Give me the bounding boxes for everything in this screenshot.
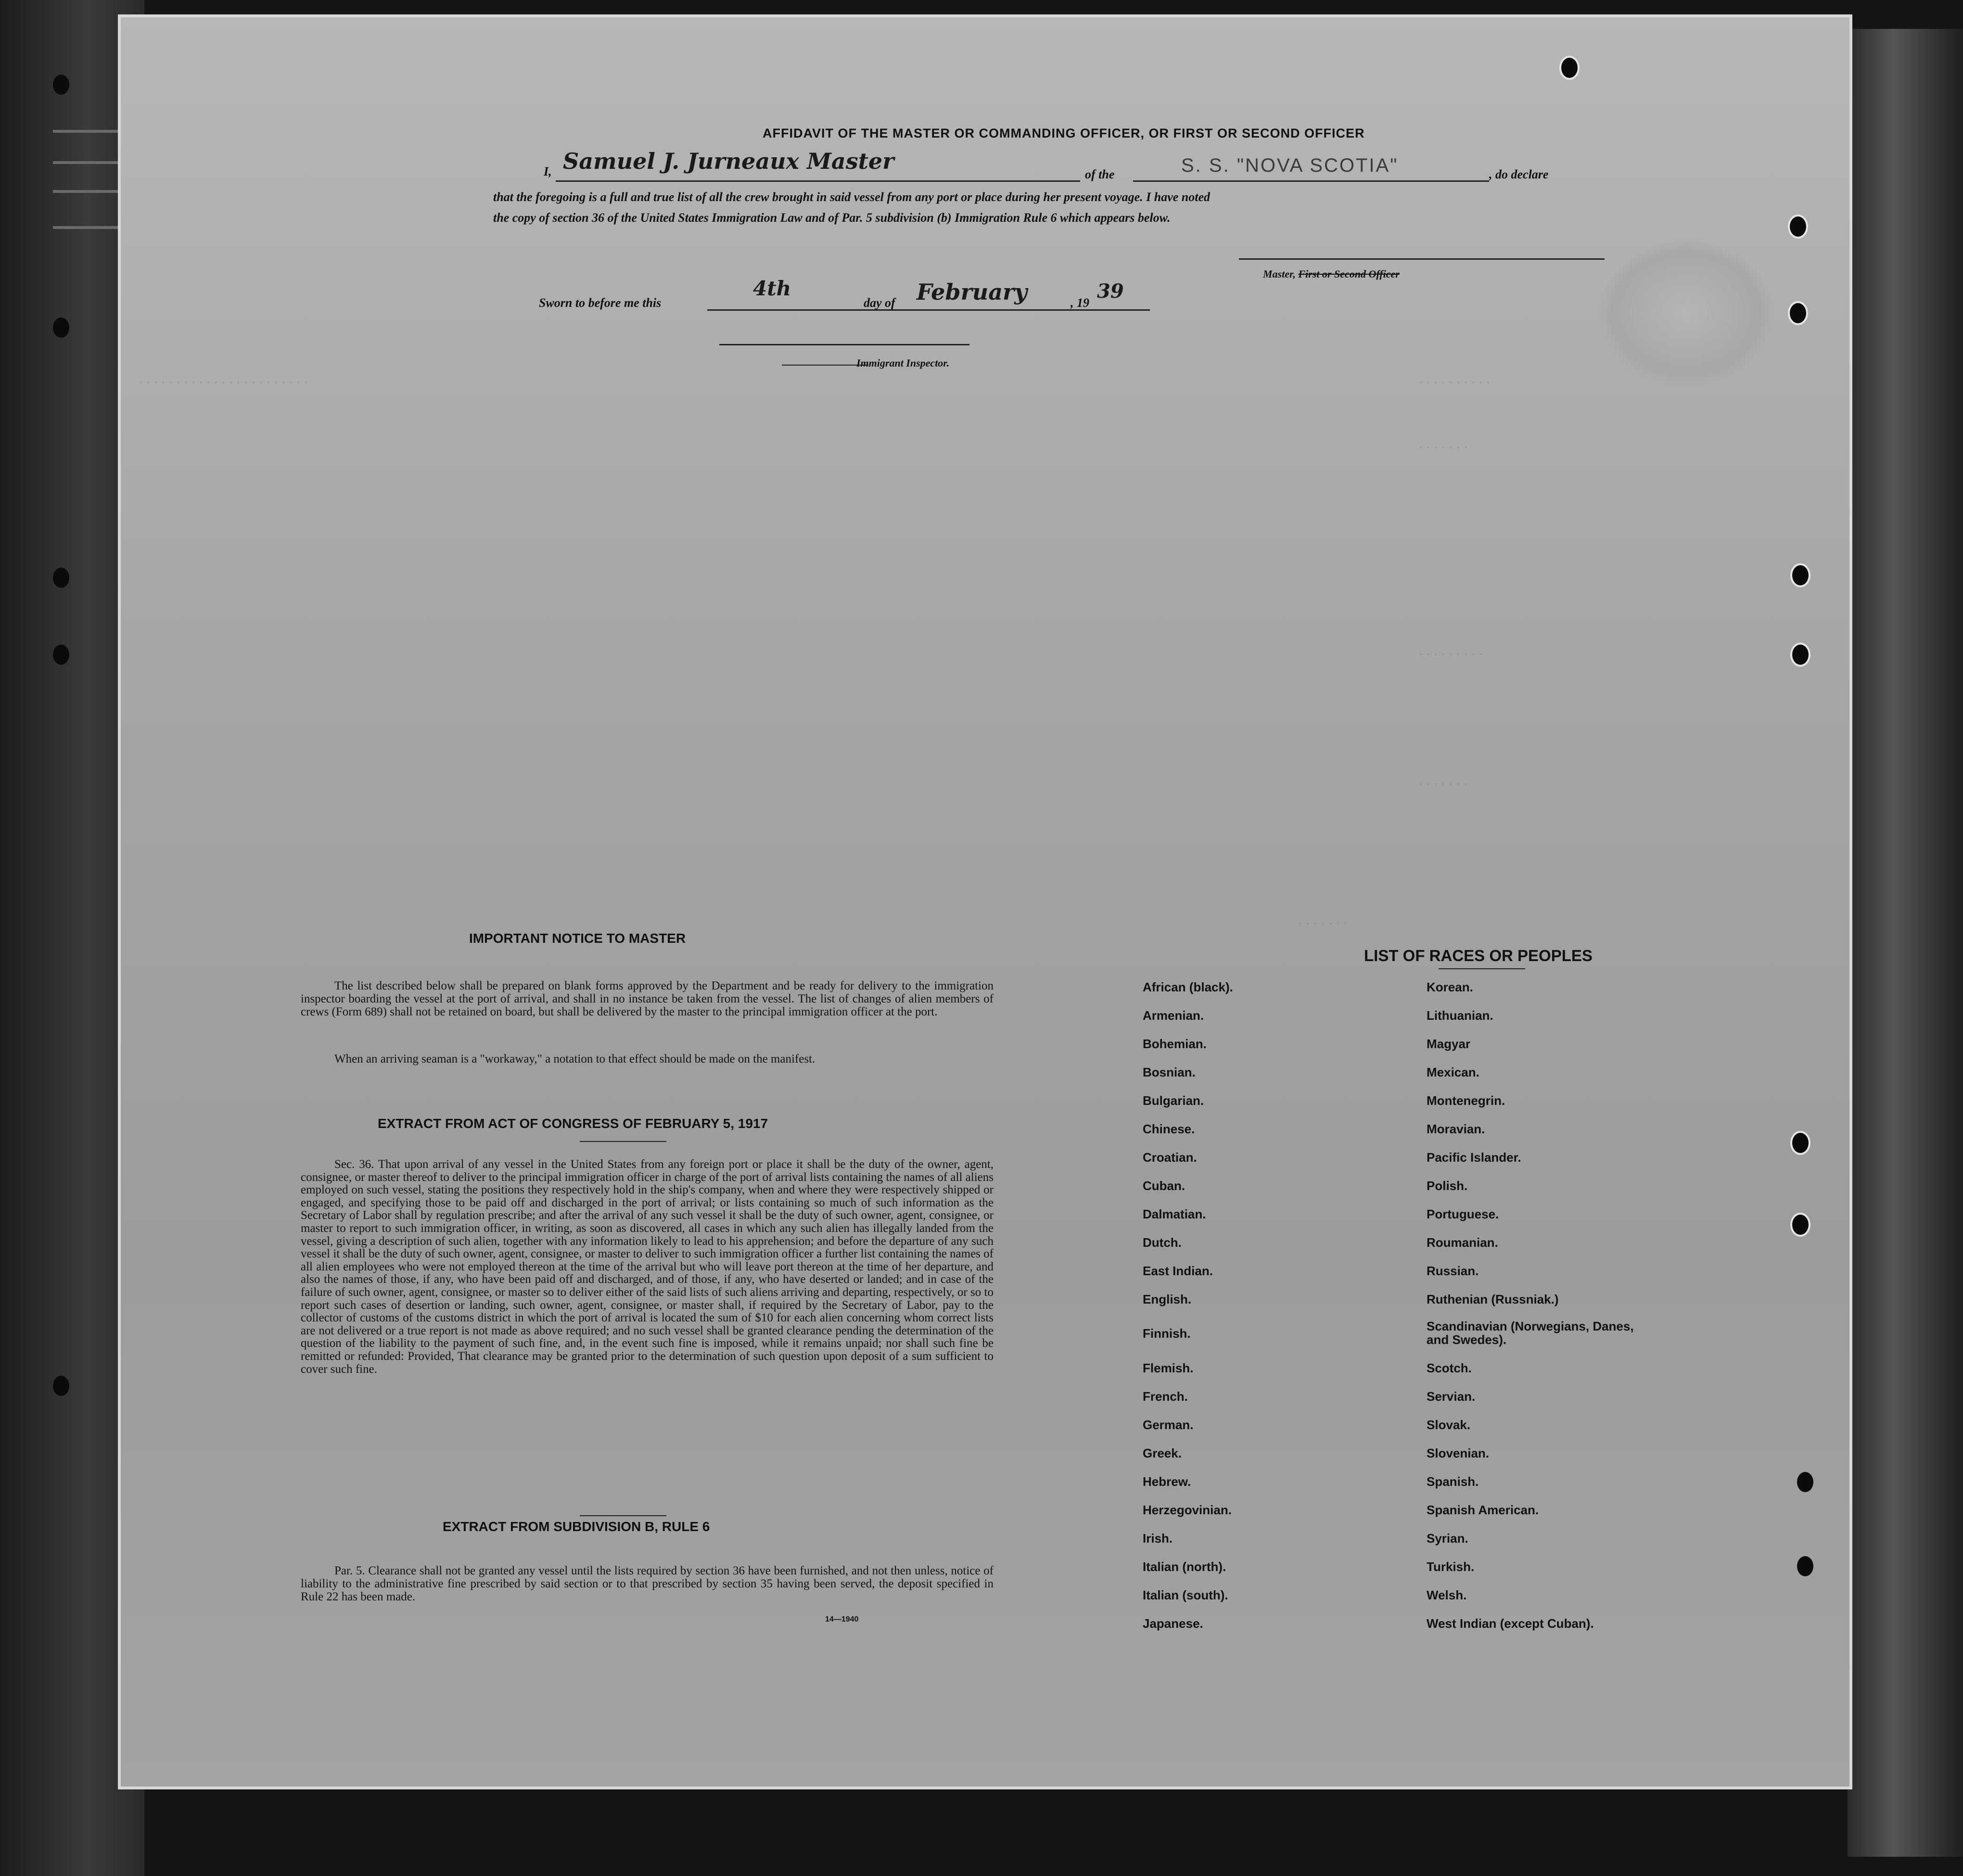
race-item: Spanish American. xyxy=(1427,1503,1539,1517)
race-item: Chinese. xyxy=(1143,1122,1195,1136)
sworn-month-handwritten: February xyxy=(917,279,1028,305)
punch-hole xyxy=(53,75,69,95)
race-item: West Indian (except Cuban). xyxy=(1427,1616,1594,1631)
race-item: German. xyxy=(1143,1418,1194,1432)
extract-rule-text: Par. 5. Clearance shall not be granted any vessel until the lists required by section 36 have been furnished, and not then unless, notice of liability to the administrative fine prescribed by said section or to that prescribed by section 35 having been served, the deposit specified in Rule 22 has been made. xyxy=(301,1564,994,1603)
punch-hole xyxy=(1797,1556,1813,1576)
bleed-through: ......... xyxy=(1417,645,1485,659)
race-item: Moravian. xyxy=(1427,1122,1485,1136)
affidavit-do-declare: , do declare xyxy=(1489,167,1549,181)
vessel-rule xyxy=(1133,180,1489,182)
race-item: Turkish. xyxy=(1427,1559,1475,1574)
punch-hole xyxy=(1797,1472,1813,1492)
race-item: Bosnian. xyxy=(1143,1065,1196,1079)
race-item: Portuguese. xyxy=(1427,1207,1499,1221)
punch-hole xyxy=(53,317,69,338)
race-item: Hebrew. xyxy=(1143,1474,1191,1489)
race-item: Italian (north). xyxy=(1143,1559,1226,1574)
extract-act-text: Sec. 36. That upon arrival of any vessel in the United States from any foreign port or place it shall be the duty of the owner, agent, consignee, or master thereof to deliver to the principal immigration officer in charge of the port of arrival lists containing the names of all aliens employed on such vessel, stating the positions they respectively hold in the ship's company, when and where they were respectively shipped or engaged, and specifying those to be paid off and discharged in the port of arrival; or lists containing so much of such information as the Secretary of Labor shall by regulation prescribe; and after the arrival of any such vessel it shall be the duty of such owner, agent, consignee, or master to report to such immigration officer, in writing, as soon as discovered, all cases in which any such alien has illegally landed from the vessel, giving a description of such alien, together with any information likely to lead to his apprehension; and before the departure of any such vessel it shall be the duty of such owner, agent, consignee, or master to deliver to such immigration officer a further list containing the names of all alien employees who were not employed thereon at the time of the arrival but who will leave port thereon at the time of her departure, and also the names of those, if any, who have been paid off and discharged, and of those, if any, who have deserted or landed; and in case of the failure of such owner, agent, consignee, or master so to deliver either of the said lists of such aliens arriving and departing, respectively, or so to report such cases of desertion or landing, such owner, agent, consignee, or master shall, if required by the Secretary of Labor, pay to the collector of customs of the customs district in which the port of arrival is located the sum of $10 for each alien concerning whom correct lists are not delivered or a true report is not made as above required; and no such vessel shall be granted clearance pending the determination of the question of the liability to the payment of such fine, and, in the event such fine is imposed, while it remains unpaid; nor shall such fine be remitted or refunded: Provided, That clearance may be granted prior to the determination of such question upon deposit of a sum sufficient to cover such fine. xyxy=(301,1158,994,1376)
notice-paragraph-1: The list described below shall be prepared on blank forms approved by the Department and be ready for delivery to the immigration inspector boarding the vessel at the port of arrival, and shall in no instance be taken from the vessel. The list of changes of alien members of crews (Form 689) shall not be retained on board, but shall be delivered by the master to the principal immigration officer at the port. xyxy=(301,979,994,1018)
embossed-seal xyxy=(1600,241,1773,385)
bleed-through: ....... xyxy=(1417,438,1470,452)
bleed-through: ....... xyxy=(1297,914,1350,928)
race-item: Syrian. xyxy=(1427,1531,1468,1546)
race-item: Scotch. xyxy=(1427,1361,1472,1375)
bleed-through: ....................... xyxy=(137,373,310,387)
sworn-label: Sworn to before me this xyxy=(539,296,662,310)
extract-rule-title: EXTRACT FROM SUBDIVISION B, RULE 6 xyxy=(443,1519,710,1534)
race-item: Magyar xyxy=(1427,1037,1471,1051)
notice-title: IMPORTANT NOTICE TO MASTER xyxy=(469,931,686,946)
race-item: Herzegovinian. xyxy=(1143,1503,1232,1517)
race-item: English. xyxy=(1143,1292,1192,1306)
race-item: Servian. xyxy=(1427,1389,1476,1404)
race-item: Bulgarian. xyxy=(1143,1093,1204,1108)
sworn-month-rule xyxy=(909,309,1150,311)
punch-hole xyxy=(1792,565,1809,585)
race-item: Russian. xyxy=(1427,1264,1479,1278)
affidavit-line-2: that the foregoing is a full and true list of all the crew brought in said vessel from any port or place during her present voyage. I have noted xyxy=(493,190,1211,204)
race-item: Slovenian. xyxy=(1427,1446,1490,1460)
race-item: Dalmatian. xyxy=(1143,1207,1206,1221)
race-item: Welsh. xyxy=(1427,1588,1467,1602)
affidavit-i-prefix: I, xyxy=(544,165,552,178)
master-caption-struck: First or Second Officer xyxy=(1298,268,1400,280)
race-item: Greek. xyxy=(1143,1446,1182,1460)
sworn-day-handwritten: 4th xyxy=(753,277,791,300)
bleed-through: .......... xyxy=(1417,373,1492,387)
signer-rule xyxy=(556,180,1080,182)
punch-hole xyxy=(53,645,69,665)
inspector-signature-rule xyxy=(719,344,969,345)
punch-hole xyxy=(1790,303,1806,323)
race-item: Finnish. xyxy=(1143,1326,1191,1341)
race-item: Bohemian. xyxy=(1143,1037,1207,1051)
sworn-day-of: day of xyxy=(864,296,895,310)
affidavit-title: AFFIDAVIT OF THE MASTER OR COMMANDING OFFICER, OR FIRST OR SECOND OFFICER xyxy=(763,126,1365,140)
backing-sheet-right xyxy=(1848,29,1963,1857)
race-item: French. xyxy=(1143,1389,1188,1404)
race-item: Armenian. xyxy=(1143,1008,1204,1023)
race-item: East Indian. xyxy=(1143,1264,1213,1278)
race-item: Roumanian. xyxy=(1427,1235,1498,1250)
race-item: Spanish. xyxy=(1427,1474,1479,1489)
affidavit-of-the: of the xyxy=(1085,167,1115,181)
race-item: Mexican. xyxy=(1427,1065,1479,1079)
race-item: Ruthenian (Russniak.) xyxy=(1427,1292,1559,1306)
race-item: Pacific Islander. xyxy=(1427,1150,1521,1165)
race-item: Scandinavian (Norwegians, Danes, and Swedes). xyxy=(1427,1319,1634,1347)
notice-paragraph-2: When an arriving seaman is a "workaway," a notation to that effect should be made on the manifest. xyxy=(334,1052,816,1065)
race-item: Irish. xyxy=(1143,1531,1173,1546)
punch-hole xyxy=(1561,58,1578,78)
sworn-year-prefix: , 19 xyxy=(1071,296,1089,310)
punch-hole xyxy=(1792,645,1809,665)
manifest-page xyxy=(118,14,1852,1789)
race-item: Italian (south). xyxy=(1143,1588,1228,1602)
punch-hole xyxy=(53,1376,69,1396)
master-caption-master: Master, xyxy=(1263,268,1296,280)
master-signature-rule xyxy=(1239,258,1605,260)
race-item: Korean. xyxy=(1427,980,1473,994)
section-divider xyxy=(580,1141,666,1142)
extract-act-title: EXTRACT FROM ACT OF CONGRESS OF FEBRUARY 5, 1917 xyxy=(378,1116,768,1131)
race-item: Polish. xyxy=(1427,1179,1468,1193)
punch-hole xyxy=(1792,1133,1809,1153)
race-item: Slovak. xyxy=(1427,1418,1471,1432)
punch-hole xyxy=(53,568,69,588)
race-item: Flemish. xyxy=(1143,1361,1194,1375)
race-item: Dutch. xyxy=(1143,1235,1182,1250)
race-item: Montenegrin. xyxy=(1427,1093,1505,1108)
race-item: Cuban. xyxy=(1143,1179,1185,1193)
affidavit-line-3: the copy of section 36 of the United States Immigration Law and of Par. 5 subdivision (b) Immigration Rule 6 which appears below. xyxy=(493,211,1171,225)
sworn-year-handwritten: 39 xyxy=(1097,280,1124,303)
race-item: Japanese. xyxy=(1143,1616,1203,1631)
punch-hole xyxy=(1790,216,1806,237)
section-divider xyxy=(1439,968,1525,969)
vessel-name-stamp: S. S. "NOVA SCOTIA" xyxy=(1181,155,1399,176)
races-title: LIST OF RACES OR PEOPLES xyxy=(1364,947,1593,964)
master-caption xyxy=(1263,268,1400,280)
form-code: 14—1940 xyxy=(825,1615,859,1623)
bleed-through: ....... xyxy=(1417,774,1470,789)
inspector-caption-rule xyxy=(782,365,868,366)
signer-handwritten: Samuel J. Jurneaux Master xyxy=(563,148,894,174)
inspector-caption: Immigrant Inspector. xyxy=(856,357,950,369)
punch-hole xyxy=(1792,1215,1809,1235)
section-divider xyxy=(580,1515,666,1516)
race-item: Lithuanian. xyxy=(1427,1008,1493,1023)
race-item: Croatian. xyxy=(1143,1150,1197,1165)
race-item: African (black). xyxy=(1143,980,1233,994)
